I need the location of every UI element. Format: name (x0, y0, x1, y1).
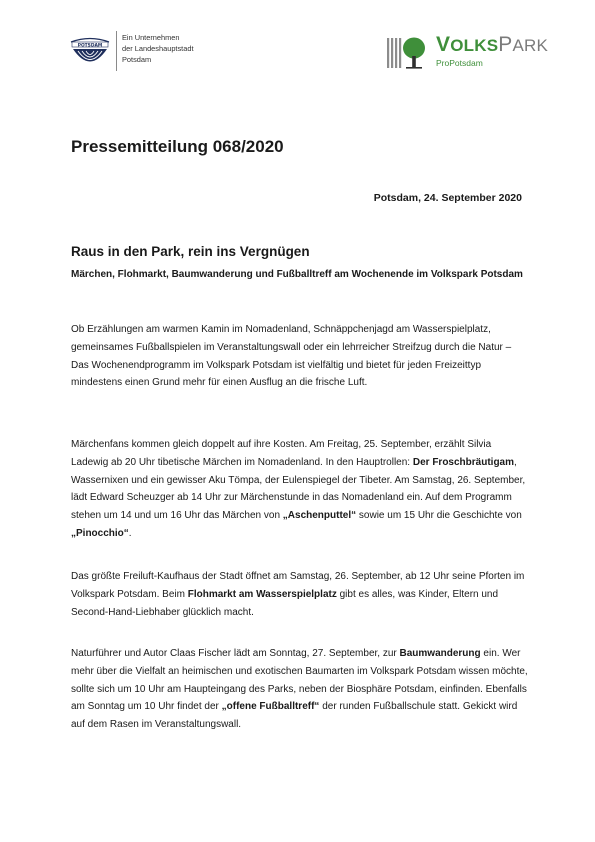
text-segment: der runden Fußballschule statt. Gekickt wird auf dem Rasen im Veranstaltungswall. (71, 701, 518, 731)
bold-text-segment: „Aschenputtel“ (282, 510, 357, 522)
text-segment: Ob Erzählungen am warmen Kamin im Nomadenland, Schnäppchenjagd am Wasserspielplatz, gemeinsames Fußballspielen im Veranstaltungswall oder ein lehrreicher Streifzug durch die Natur – Das Wochenendprogramm im Volkspark Potsdam ist vielfältig und bietet für jeden Freizeittyp mindestens einen Grund mehr für einen Ausflug an die frische Luft. (71, 324, 512, 389)
body-paragraph (71, 568, 531, 621)
text-segment: . (128, 527, 132, 539)
potsdam-logo-text (122, 32, 194, 65)
text-segment: ein. Wer mehr über die Vielfalt an heimischen und exotischen Baumarten im Volkspark Potsdam wissen möchte, sollte sich um 10 Uhr am Haupteingang des Parks, neben der Biosphäre Potsdam, einfinden. Ebenfalls am Sonntag um 10 Uhr findet der (71, 648, 528, 713)
bold-text-segment: Baumwanderung (399, 648, 481, 659)
potsdam-seal-icon (67, 34, 113, 68)
volkspark-subtitle: ProPotsdam (436, 58, 483, 68)
subheadline: Märchen, Flohmarkt, Baumwanderung und Fußballtreff am Wochenende im Volkspark Potsdam (71, 269, 523, 280)
bold-text-segment: Der Froschbräutigam (412, 456, 515, 468)
bold-text-segment: „Pinocchio“ (71, 527, 129, 539)
text-segment: Das größte Freiluft-Kaufhaus der Stadt öffnet am Samstag, 26. September, ab 12 Uhr seine Pforten im Volkspark Potsdam. Beim (71, 571, 525, 600)
headline: Raus in den Park, rein ins Vergnügen (71, 244, 310, 259)
text-segment: sowie um 15 Uhr die Geschichte von (356, 510, 522, 522)
bold-text-segment: Flohmarkt am Wasserspielplatz (187, 588, 337, 600)
bold-text-segment: „offene Fußballtreff“ (221, 701, 320, 713)
body-paragraph (71, 321, 531, 392)
text-segment: , Wassernixen und ein gewisser Aku Tömpa, der Eulenspiegel der Tibeter. Am Samstag, 26. September, lädt Edward Scheuzger ab 14 Uhr zur Märchenstunde in das Nomadenland ein. Auf dem Programm stehen um 14 und um 16 Uhr das Märchen von (71, 456, 526, 522)
potsdam-logo-line: Ein Unternehmen (122, 33, 180, 42)
body-paragraph (71, 645, 531, 734)
potsdam-logo (67, 31, 197, 71)
logo-divider (116, 31, 117, 71)
body-paragraph (71, 436, 531, 543)
volkspark-tree-icon (386, 34, 430, 70)
text-segment: Märchenfans kommen gleich doppelt auf ihre Kosten. Am Freitag, 25. September, erzählt Silvia Ladewig ab 20 Uhr tibetische Märchen im Nomadenland. In den Hauptrollen: (71, 439, 492, 468)
potsdam-logo-line: Potsdam (122, 55, 152, 64)
volkspark-wordmark: VOLKSPARK (436, 33, 549, 56)
potsdam-seal-text: POTSDAM (77, 43, 103, 49)
page-title: Pressemitteilung 068/2020 (71, 137, 284, 156)
text-segment: gibt es alles, was Kinder, Eltern und Second-Hand-Liebhaber glücklich macht. (71, 588, 499, 618)
text-segment: Naturführer und Autor Claas Fischer lädt am Sonntag, 27. September, zur (71, 648, 400, 659)
volkspark-logo (386, 34, 566, 74)
potsdam-logo-line: der Landeshauptstadt (122, 44, 194, 53)
date-line: Potsdam, 24. September 2020 (373, 192, 522, 204)
